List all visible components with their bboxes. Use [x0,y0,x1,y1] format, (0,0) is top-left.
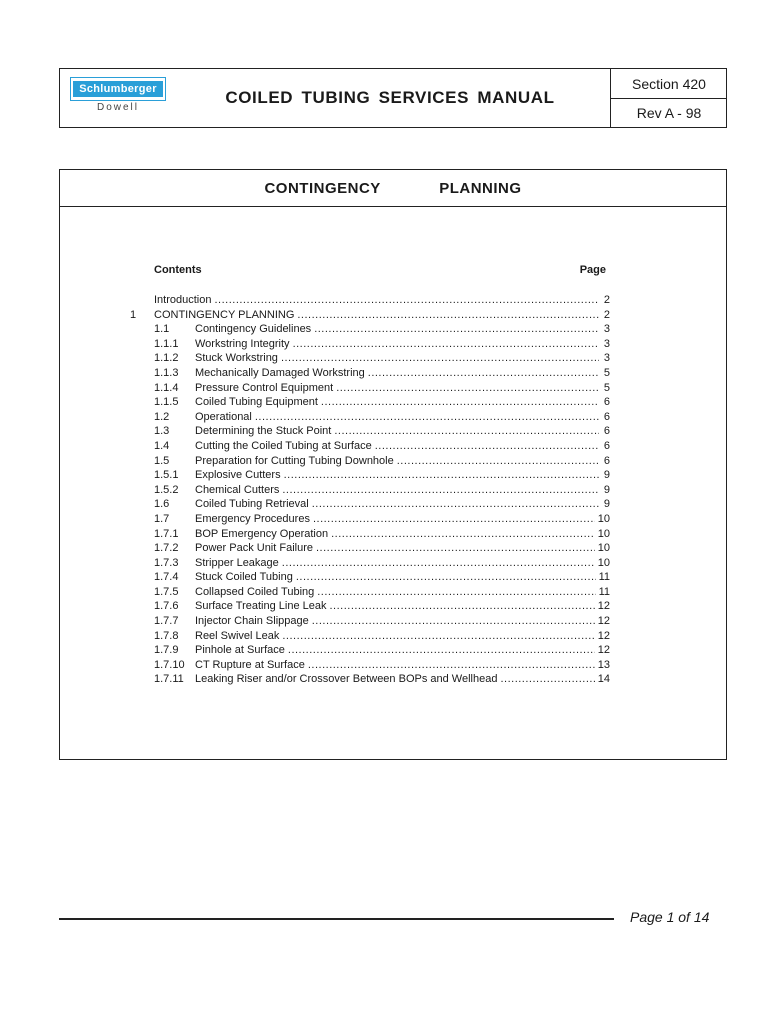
toc-leader-dots [313,512,595,527]
toc-page: 2 [603,294,610,306]
toc-section-number: 1.7.1 [154,527,179,540]
toc-page: 10 [597,556,610,569]
toc-title: Contingency Guidelines [195,323,312,336]
logo-name: Schlumberger [73,81,163,97]
toc-row [130,395,610,410]
toc-section-number: 1.1.3 [154,366,179,379]
toc-leader-dots [312,497,599,512]
toc-leader-dots [308,658,595,673]
toc-section-number: 1.7.5 [154,585,179,598]
toc-page: 5 [603,366,610,379]
toc-title: Coiled Tubing Equipment [195,396,318,409]
toc-title: Leaking Riser and/or Crossover Between BOPs and Wellhead [195,673,498,686]
toc-leader-dots [317,585,595,600]
toc-row [130,337,610,352]
toc-page: 10 [597,512,610,525]
toc-section-number: 1.1.2 [154,352,179,365]
toc-title: Collapsed Coiled Tubing [195,585,315,598]
toc-title: CONTINGENCY PLANNING [154,308,295,321]
toc-page: 11 [598,585,610,598]
toc-title: Introduction [154,294,212,306]
toc-title: Stuck Workstring [195,352,278,365]
toc-row [130,643,610,658]
toc-row [130,293,610,308]
toc-title: Preparation for Cutting Tubing Downhole [195,454,394,467]
toc-section-number: 1.7 [154,512,170,525]
toc-title: Pinhole at Surface [195,644,285,657]
toc-leader-dots [282,483,599,498]
toc-leader-dots [282,629,594,644]
toc-leader-dots [368,366,599,381]
toc-page: 6 [603,454,610,467]
toc-leader-dots [281,351,599,366]
toc-section-number: 1.1.1 [154,337,179,350]
toc-section-number: 1.7.11 [154,673,184,686]
schlumberger-dowell-logo [70,77,166,113]
toc-leader-dots [312,614,595,629]
toc-title: CT Rupture at Surface [195,658,305,671]
toc-row [130,424,610,439]
toc-header [154,264,606,276]
toc-row [130,658,610,673]
section-box [610,69,727,127]
toc-section-number: 1.6 [154,498,170,511]
toc-row [130,541,610,556]
toc-leader-dots [316,541,595,556]
toc-section-number: 1.7.7 [154,615,179,628]
toc-leader-dots [255,410,599,425]
toc-row [130,351,610,366]
toc-section-number: 1.7.2 [154,542,179,555]
chapter-title: CONTINGENCY PLANNING [60,170,726,207]
toc-page: 3 [603,352,610,365]
toc-section-number: 1.5 [154,454,170,467]
toc-row [130,308,610,323]
toc-leader-dots [214,293,599,308]
footer-rule [59,918,614,920]
toc-section-number: 1.7.3 [154,556,179,569]
toc-row [130,570,610,585]
toc-title: Workstring Integrity [195,337,290,350]
toc-rows [130,293,610,687]
toc-row [130,614,610,629]
toc-leader-dots [284,468,599,483]
main-panel [59,169,727,760]
toc-page: 3 [603,337,610,350]
toc-page: 2 [603,308,610,321]
toc-page: 6 [603,425,610,438]
toc-title: Emergency Procedures [195,512,310,525]
toc-page: 13 [597,658,610,671]
toc-row [130,439,610,454]
toc-row [130,585,610,600]
toc-leader-dots [329,599,594,614]
toc-title: Stripper Leakage [195,556,279,569]
toc-row [130,322,610,337]
toc-leader-dots [297,308,599,323]
toc-page: 12 [597,615,610,628]
toc-row [130,556,610,571]
toc-leader-dots [288,643,595,658]
toc-leader-dots [500,672,594,687]
toc-section-number: 1.1.4 [154,381,179,394]
toc-row [130,512,610,527]
toc-row [130,381,610,396]
toc-page: 10 [597,542,610,555]
toc-section-number: 1.7.4 [154,571,179,584]
toc-row [130,497,610,512]
toc-row [130,410,610,425]
toc-leader-dots [397,454,599,469]
toc-page: 12 [597,600,610,613]
toc-title: Operational [195,410,252,423]
toc-section-number: 1.4 [154,439,170,452]
toc-page: 9 [603,483,610,496]
toc-row [130,366,610,381]
toc-title: Chemical Cutters [195,483,280,496]
toc-section-number: 1.3 [154,425,170,438]
toc-title: Stuck Coiled Tubing [195,571,293,584]
toc-title: Injector Chain Slippage [195,615,309,628]
toc-section-number: 1.5.2 [154,483,179,496]
toc-section-number: 1.7.8 [154,629,179,642]
revision: Rev A - 98 [636,105,702,121]
toc-section-number: 1.1 [154,323,170,336]
toc-leader-dots [334,424,599,439]
toc-leader-dots [314,322,599,337]
toc-title: Mechanically Damaged Workstring [195,366,365,379]
toc-leader-dots [375,439,599,454]
manual-title: COILED TUBING SERVICES MANUAL [225,88,555,107]
document-header [59,68,727,128]
toc-title: Surface Treating Line Leak [195,600,327,613]
toc-title: Cutting the Coiled Tubing at Surface [195,439,372,452]
toc-row [130,483,610,498]
section-number: Section 420 [611,69,727,99]
toc-leader-dots [336,381,599,396]
toc-page: 14 [597,673,610,686]
toc-section-number: 1.7.9 [154,644,179,657]
toc-row [130,672,610,687]
toc-title: BOP Emergency Operation [195,527,329,540]
page-label: Page [579,264,606,276]
logo-sub: Dowell [96,102,139,113]
toc-page: 5 [603,381,610,394]
toc-row [130,629,610,644]
toc-section-number: 1.7.10 [154,658,185,671]
toc-row [130,468,610,483]
toc-chapter-number: 1 [130,308,137,321]
logo-frame [70,77,166,101]
toc-leader-dots [282,556,595,571]
toc-page: 12 [597,629,610,642]
toc-section-number: 1.5.1 [154,469,179,482]
contents-label: Contents [154,264,202,276]
toc-leader-dots [331,527,595,542]
toc-leader-dots [321,395,599,410]
toc-page: 6 [603,439,610,452]
toc-page: 9 [603,498,610,511]
toc-section-number: 1.2 [154,410,170,423]
toc-page: 10 [597,527,610,540]
toc-leader-dots [296,570,596,585]
toc-title: Power Pack Unit Failure [195,542,313,555]
table-of-contents [130,264,610,687]
toc-page: 9 [603,469,610,482]
toc-section-number: 1.1.5 [154,396,179,409]
toc-page: 12 [597,644,610,657]
toc-page: 6 [603,396,610,409]
toc-row [130,454,610,469]
toc-title: Coiled Tubing Retrieval [195,498,309,511]
toc-title: Pressure Control Equipment [195,381,334,394]
page-number: Page 1 of 14 [630,909,710,925]
toc-title: Explosive Cutters [195,469,281,482]
toc-row [130,527,610,542]
toc-page: 11 [598,571,610,584]
toc-title: Reel Swivel Leak [195,629,280,642]
toc-leader-dots [293,337,599,352]
toc-page: 6 [603,410,610,423]
toc-row [130,599,610,614]
toc-title: Determining the Stuck Point [195,425,332,438]
toc-page: 3 [603,323,610,336]
toc-section-number: 1.7.6 [154,600,179,613]
